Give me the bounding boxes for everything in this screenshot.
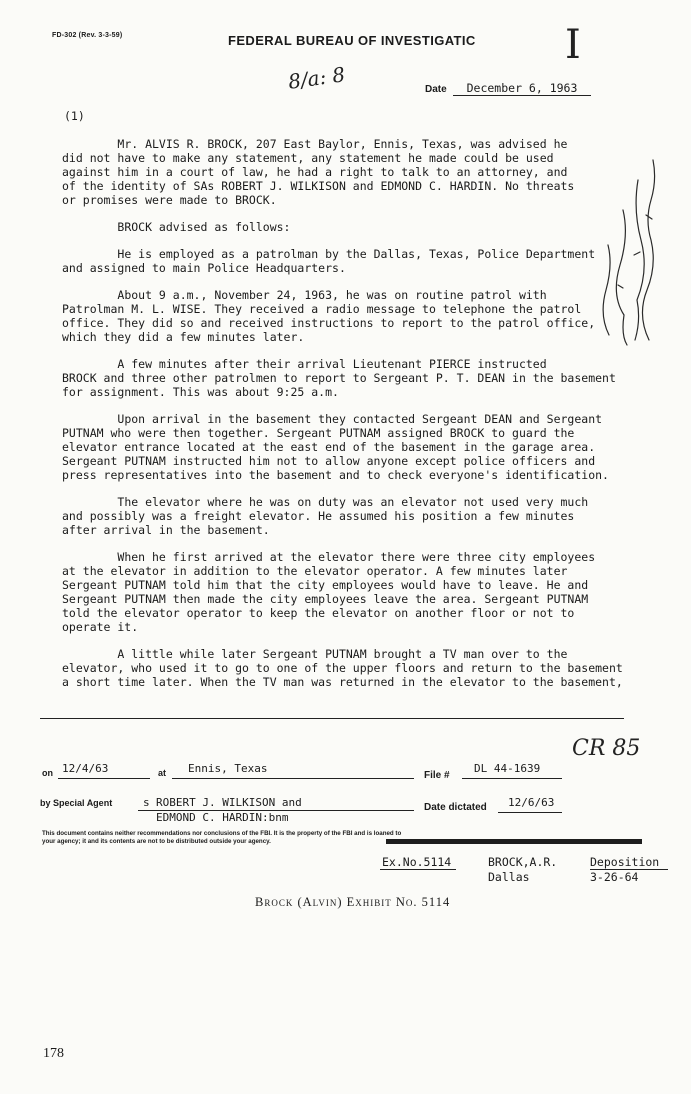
fine-print-line: This document contains neither recommendations nor conclusions of the FBI. It is the property of the FBI and is loaned to <box>42 830 402 837</box>
caption-exhibit: Exhibit No. 5114 <box>346 895 451 909</box>
at-value: Ennis, Texas <box>188 762 268 775</box>
body-paragraph: He is employed as a patrolman by the Dallas, Texas, Police Department and assigned to main Police Headquarters. <box>62 247 596 275</box>
exhibit-number: Ex.No.5114 <box>382 855 452 869</box>
caption-name: Brock (Alvin) <box>255 895 343 909</box>
file-line <box>462 778 562 779</box>
exhibit-caption <box>255 895 450 910</box>
redaction-bar <box>386 839 642 844</box>
body-paragraph: When he first arrived at the elevator there were three city employees at the elevator in addition to the elevator operator. A few minutes later Sergeant PUTNAM told him that the city employees would have to leave. He and Sergeant PUTNAM then made the city employees leave the area. Sergeant PUTNAM told the elevator operator to keep the elevator on another floor or not to operate it. <box>62 550 596 634</box>
body-paragraph: The elevator where he was on duty was an elevator not used very much and possibly was a freight elevator. He assumed his position a few minutes after arrival in the basement. <box>62 495 589 537</box>
page-number: 178 <box>43 1046 64 1061</box>
at-label: at <box>158 768 167 778</box>
paragraph-marker: (1) <box>64 109 85 123</box>
fine-print <box>42 830 401 845</box>
file-label: File # <box>424 770 450 781</box>
dictated-label: Date dictated <box>424 802 487 813</box>
body-paragraph: A few minutes after their arrival Lieutenant PIERCE instructed BROCK and three other patrolmen to report to Sergeant P. T. DEAN in the basement for assignment. This was about 9:25 a.m. <box>62 357 616 399</box>
document-body <box>62 137 628 702</box>
agent-label: by Special Agent <box>40 798 113 808</box>
on-label: on <box>42 768 53 778</box>
divider <box>40 718 624 719</box>
file-value: DL 44-1639 <box>474 762 541 775</box>
exhibit-name: BROCK,A.R. <box>488 855 558 869</box>
date-value: December 6, 1963 <box>453 81 591 96</box>
dictated-line <box>498 812 562 813</box>
handwritten-cr-number: CR 85 <box>572 736 641 761</box>
body-paragraph: BROCK advised as follows: <box>62 220 291 234</box>
form-number: FD-302 (Rev. 3-3-59) <box>52 32 123 39</box>
at-line <box>172 778 414 779</box>
exhibit-deposition: Deposition <box>590 855 660 869</box>
handwritten-mark: I <box>565 22 581 68</box>
agent-name-1: ROBERT J. WILKISON and <box>156 796 302 809</box>
body-paragraph: Mr. ALVIS R. BROCK, 207 East Baylor, Ennis, Texas, was advised he did not have to make any statement, any statement he made could be used against him in a court of law, he had a right to talk to an attorney, and of the identity of SAs ROBERT J. WILKISON and EDMOND C. HARDIN. No threats or promises were made to BROCK. <box>62 137 575 207</box>
agent-prefix: s <box>143 796 150 809</box>
exhibit-line <box>380 869 456 870</box>
on-value: 12/4/63 <box>62 762 109 775</box>
date-label: Date <box>425 84 447 95</box>
agent-name-2: EDMOND C. HARDIN:bnm <box>156 811 289 824</box>
handwritten-reference: 8/a: 8 <box>286 62 347 94</box>
body-paragraph: A little while later Sergeant PUTNAM brought a TV man over to the elevator, who used it to go to one of the upper floors and return to the basement a short time later. When the TV man was returned in the elevator to the basement, <box>62 647 623 689</box>
on-line <box>58 778 150 779</box>
bureau-heading: FEDERAL BUREAU OF INVESTIGATIC <box>228 33 476 48</box>
dictated-value: 12/6/63 <box>508 796 555 809</box>
body-paragraph: About 9 a.m., November 24, 1963, he was on routine patrol with Patrolman M. L. WISE. They received a radio message to telephone the patrol office. They did so and received instructions to report to the patrol office, which they did a few minutes later. <box>62 288 596 344</box>
exhibit-deposition-date: 3-26-64 <box>590 870 639 884</box>
exhibit-city: Dallas <box>488 870 530 884</box>
body-paragraph: Upon arrival in the basement they contacted Sergeant DEAN and Sergeant PUTNAM who were then together. Sergeant PUTNAM assigned BROCK to guard the elevator entrance located at the east end of the basement in the garage area. Sergeant PUTNAM instructed him not to allow anyone except police officers and press representatives into the basement and to check everyone's identification. <box>62 412 609 482</box>
fine-print-line: your agency; it and its contents are not to be distributed outside your agency. <box>42 837 271 845</box>
